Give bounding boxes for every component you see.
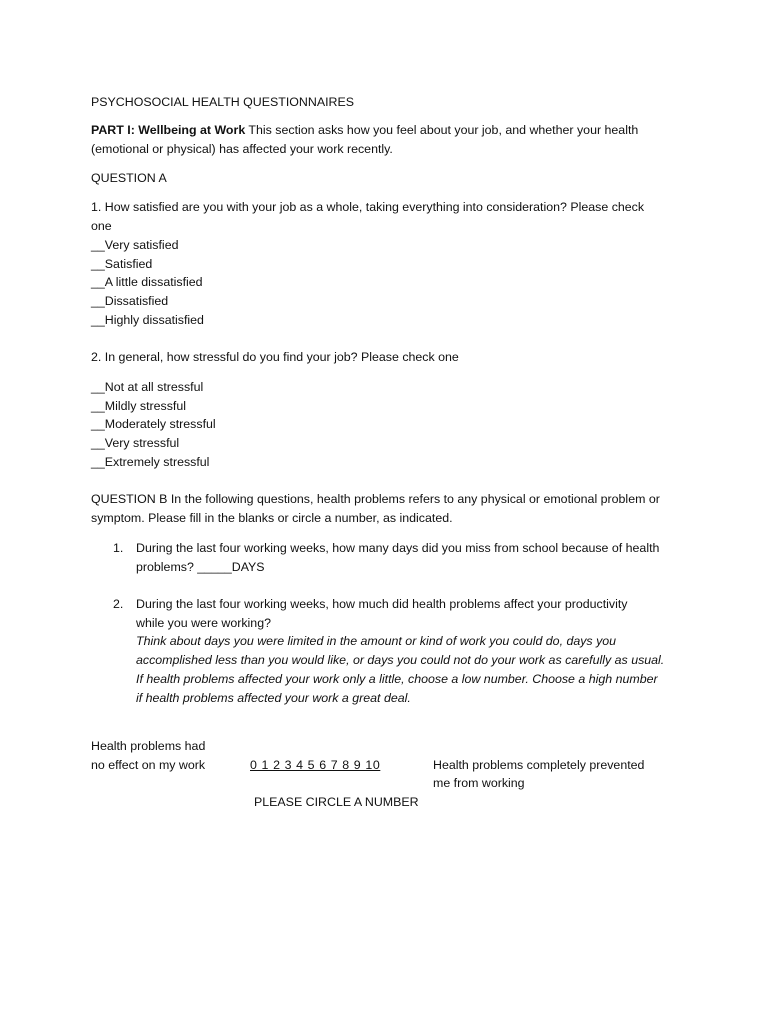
page-title: PSYCHOSOCIAL HEALTH QUESTIONNAIRES: [91, 95, 355, 109]
part1-intro-line2: (emotional or physical) has affected your work recently.: [91, 142, 393, 156]
question-a1-line1: 1. How satisfied are you with your job as a whole, taking everything into consideration? Please check: [91, 200, 645, 214]
q1-option-little-dissatisfied[interactable]: __A little dissatisfied: [91, 275, 203, 289]
q2-option-extremely[interactable]: __Extremely stressful: [91, 455, 210, 469]
item1-number: 1.: [113, 541, 124, 555]
part1-label: PART I: Wellbeing at Work: [91, 123, 246, 137]
scale-right-label-line2: me from working: [433, 776, 525, 790]
q1-option-satisfied[interactable]: __Satisfied: [91, 257, 153, 271]
q2-option-very[interactable]: __Very stressful: [91, 436, 180, 450]
q2-option-not-at-all[interactable]: __Not at all stressful: [91, 380, 204, 394]
item2-line1: During the last four working weeks, how much did health problems affect your productivity: [136, 597, 628, 611]
item1-line1: During the last four working weeks, how many days did you miss from school because of health: [136, 541, 660, 555]
scale-left-label-line1: Health problems had: [91, 739, 206, 753]
item2-instruction-line2: accomplished less than you would like, or days you could not do your work as carefully as usual.: [136, 653, 665, 667]
part1-intro: [91, 121, 638, 140]
question-a1-line2: one: [91, 219, 112, 233]
q1-option-very-satisfied[interactable]: __Very satisfied: [91, 238, 179, 252]
q2-option-mildly[interactable]: __Mildly stressful: [91, 399, 187, 413]
part1-intro-line1: This section asks how you feel about your job, and whether your health: [245, 123, 639, 137]
item1-line2-days-blank[interactable]: problems? _____DAYS: [136, 560, 265, 574]
item2-instruction-line1: Think about days you were limited in the amount or kind of work you could do, days you: [136, 634, 617, 648]
scale-left-label-line2: no effect on my work: [91, 758, 206, 772]
item2-number: 2.: [113, 597, 124, 611]
question-a2-text: 2. In general, how stressful do you find your job? Please check one: [91, 350, 459, 364]
productivity-scale-numbers[interactable]: 0 1 2 3 4 5 6 7 8 9 10: [250, 758, 381, 772]
scale-right-label-line1: Health problems completely prevented: [433, 758, 645, 772]
q2-option-moderately[interactable]: __Moderately stressful: [91, 417, 216, 431]
question-b-heading-line2: symptom. Please fill in the blanks or circle a number, as indicated.: [91, 511, 453, 525]
q1-option-highly-dissatisfied[interactable]: __Highly dissatisfied: [91, 313, 204, 327]
q1-option-dissatisfied[interactable]: __Dissatisfied: [91, 294, 169, 308]
question-a-heading: QUESTION A: [91, 171, 167, 185]
item2-instruction-line3: If health problems affected your work only a little, choose a low number. Choose a high number: [136, 672, 658, 686]
scale-instruction: PLEASE CIRCLE A NUMBER: [254, 795, 419, 809]
item2-line2: while you were working?: [136, 616, 271, 630]
question-b-heading-line1: QUESTION B In the following questions, health problems refers to any physical or emotional problem or: [91, 492, 660, 506]
item2-instruction-line4: if health problems affected your work a great deal.: [136, 691, 411, 705]
